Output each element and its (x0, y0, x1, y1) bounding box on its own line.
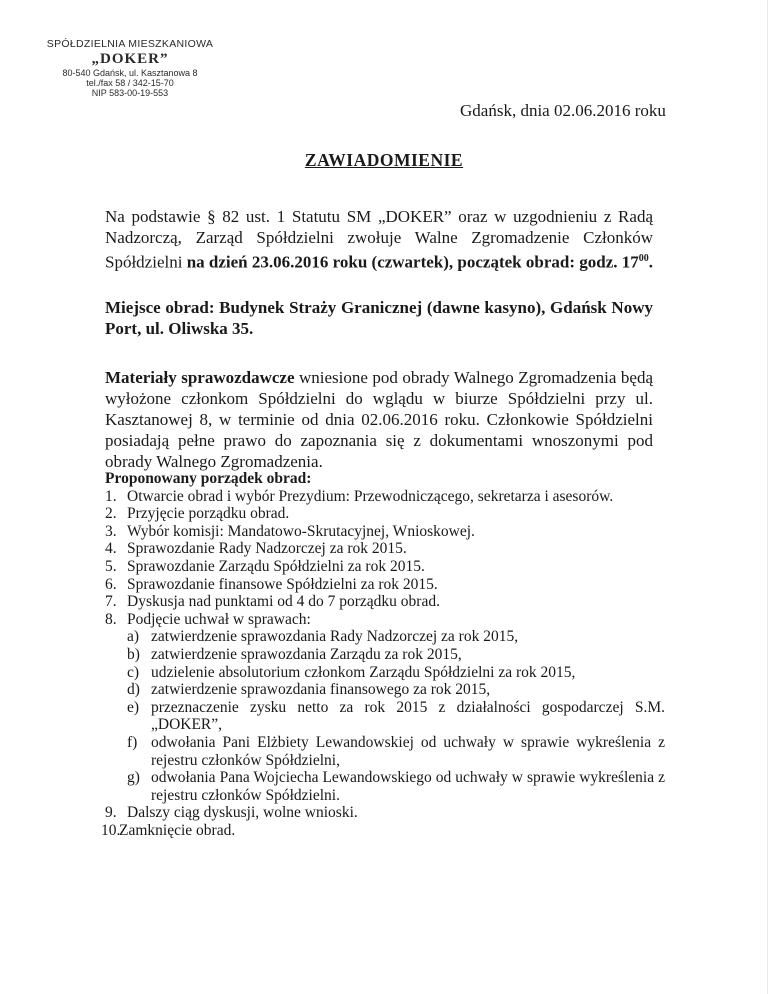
cooperative-stamp (30, 38, 230, 98)
document-title: ZAWIADOMIENIE (304, 150, 464, 170)
item-number: 3. (105, 522, 117, 540)
stamp-name: „DOKER” (91, 51, 169, 67)
item-number: 6. (105, 575, 117, 593)
list-item (105, 488, 665, 506)
item-number: 1. (105, 487, 117, 505)
item-text: Dyskusja nad punktami od 4 do 7 porządku obrad. (127, 593, 440, 611)
item-number: 4. (105, 540, 117, 558)
list-item (105, 611, 665, 629)
list-item (101, 821, 665, 840)
convocation-end: . (648, 252, 653, 272)
item-number: 10. (101, 821, 121, 839)
item-number: 2. (105, 505, 117, 523)
item-text: Podjęcie uchwał w sprawach: (127, 610, 311, 628)
list-item (105, 558, 665, 576)
convocation-time-minutes: 00 (638, 253, 649, 264)
sub-item-letter: c) (127, 663, 140, 681)
stamp-org: SPÓŁDZIELNIA MIESZKANIOWA (46, 38, 214, 50)
item-text: Sprawozdanie finansowe Spółdzielni za rok 2015. (127, 575, 438, 593)
sub-item-text: odwołania Pana Wojciecha Lewandowskiego od uchwały w sprawie wykreślenia z rejestru członków Spółdzielni. (151, 769, 665, 804)
item-text: Zamknięcie obrad. (119, 821, 236, 839)
paragraph-venue: Miejsce obrad: Budynek Straży Granicznej (dawne kasyno), Gdańsk Nowy Port, ul. Oliwska 35. (105, 298, 653, 338)
list-item (105, 576, 665, 594)
item-number: 7. (105, 593, 117, 611)
sub-item-text: zatwierdzenie sprawozdania finansowego za rok 2015, (151, 681, 491, 699)
paragraph-materials (105, 367, 653, 472)
sub-item-letter: f) (127, 733, 138, 751)
sub-list-item (127, 734, 665, 769)
sub-item-letter: e) (127, 698, 140, 716)
agenda (101, 470, 665, 839)
stamp-phone: tel./fax 58 / 342-15-70 (86, 78, 174, 88)
list-item (105, 523, 665, 541)
list-item (105, 540, 665, 558)
place-date: Gdańsk, dnia 02.06.2016 roku (460, 101, 666, 120)
convocation-date: na dzień 23.06.2016 roku (czwartek), początek obrad: godz. 17 (186, 252, 639, 272)
sub-list-item (127, 646, 665, 664)
sub-item-letter: g) (127, 769, 140, 787)
item-text: Przyjęcie porządku obrad. (127, 505, 290, 523)
item-text: Wybór komisji: Mandatowo-Skrutacyjnej, Wnioskowej. (127, 522, 475, 540)
list-item (105, 593, 665, 611)
sub-list-item (127, 699, 665, 734)
item-number: 9. (105, 804, 117, 822)
item-text: Dalszy ciąg dyskusji, wolne wnioski. (127, 804, 358, 822)
item-text: Otwarcie obrad i wybór Prezydium: Przewodniczącego, sekretarza i asesorów. (127, 487, 614, 505)
stamp-nip: NIP 583-00-19-553 (91, 88, 169, 98)
agenda-heading: Proponowany porządek obrad: (105, 470, 312, 487)
sub-item-text: zatwierdzenie sprawozdania Zarządu za rok 2015, (151, 645, 462, 663)
sub-item-text: udzielenie absolutorium członkom Zarządu Spółdzielni za rok 2015, (151, 663, 576, 681)
sub-item-text: odwołania Pani Elżbiety Lewandowskiej od uchwały w sprawie wykreślenia z rejestru członków Spółdzielni, (151, 733, 665, 769)
list-item (105, 505, 665, 523)
sub-item-text: zatwierdzenie sprawozdania Rady Nadzorczej za rok 2015, (151, 628, 519, 646)
materials-text: wniesione pod obrady Walnego Zgromadzenia będą wyłożone członkom Spółdzielni do wglądu w biurze Spółdzielni przy ul. Kasztanowej 8, w terminie od dnia 02.06.2016 roku. Członkowie Spółdzielni posiadają pełne prawo do zapoznania się z dokumentami wnoszonymi pod obrady Walnego Zgromadzenia. (105, 368, 653, 471)
item-text: Sprawozdanie Zarządu Spółdzielni za rok 2015. (127, 557, 425, 575)
sub-list-item (127, 628, 665, 646)
sub-item-letter: b) (127, 645, 140, 663)
item-number: 8. (105, 610, 117, 628)
sub-list-item (127, 769, 665, 804)
item-text: Sprawozdanie Rady Nadzorczej za rok 2015. (127, 540, 407, 558)
sub-item-letter: a) (127, 628, 140, 646)
sub-list-item (127, 664, 665, 682)
convocation-text: Na podstawie § 82 ust. 1 Statutu SM „DOKER” oraz w uzgodnieniu z Radą Nadzorczą, Zarząd Spółdzielni zwołuje Walne Zgromadzenie Członków Spółdzielni (105, 207, 653, 272)
item-number: 5. (105, 557, 117, 575)
stamp-address: 80-540 Gdańsk, ul. Kasztanowa 8 (62, 68, 198, 78)
sub-list-item (127, 681, 665, 699)
paragraph-convocation (105, 206, 653, 273)
sub-item-letter: d) (127, 681, 140, 699)
list-item (105, 804, 665, 822)
materials-label: Materiały sprawozdawcze (105, 368, 295, 387)
sub-item-text: przeznaczenie zysku netto za rok 2015 z działalności gospodarczej S.M. „DOKER”, (151, 698, 665, 734)
